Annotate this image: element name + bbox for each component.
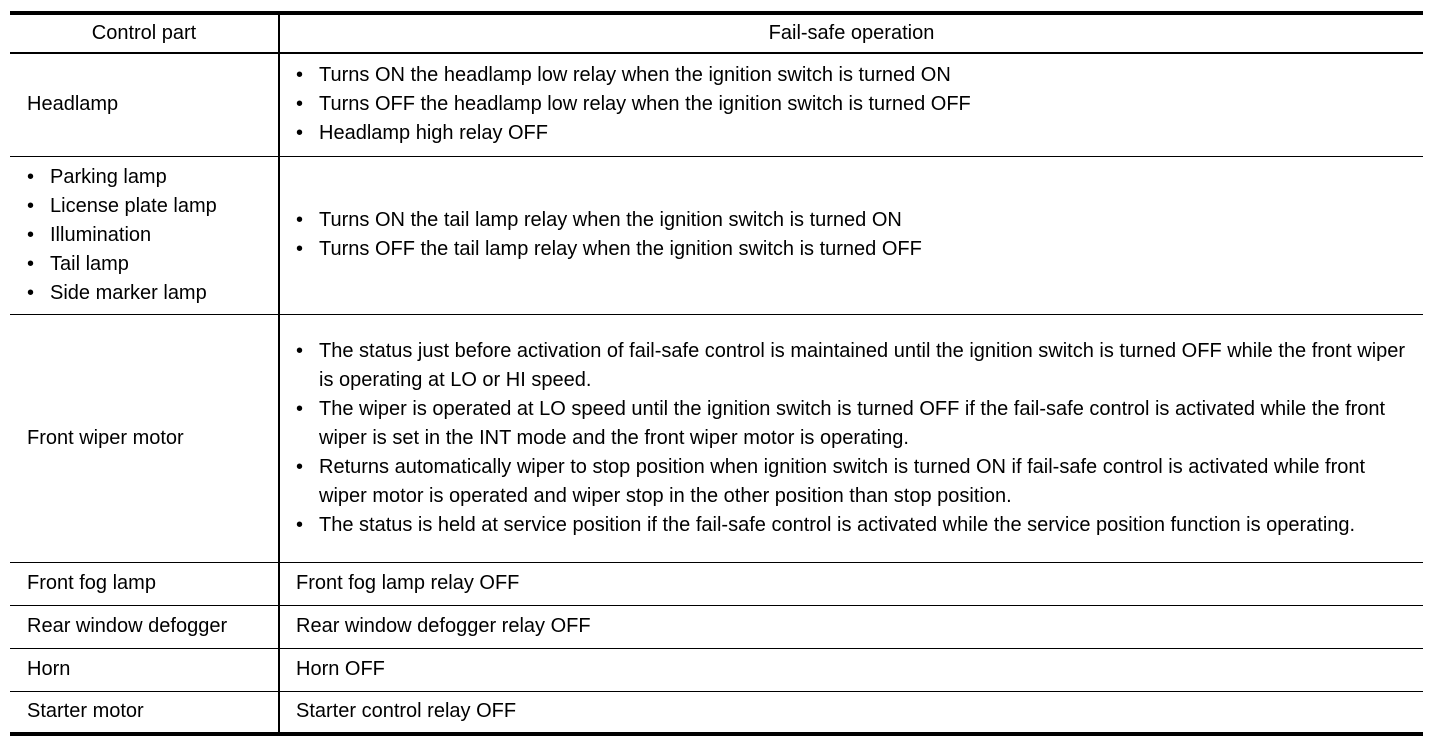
list-item: • Parking lamp bbox=[27, 163, 272, 192]
operation-cell bbox=[279, 53, 1423, 156]
control-part-cell: Headlamp bbox=[10, 53, 279, 156]
control-part-cell: Rear window defogger bbox=[10, 605, 279, 648]
header-control-part: Control part bbox=[10, 13, 279, 53]
header-fail-safe-operation: Fail-safe operation bbox=[279, 13, 1423, 53]
table-row bbox=[10, 605, 1423, 648]
operation-cell: Starter control relay OFF bbox=[279, 691, 1423, 734]
table-row bbox=[10, 314, 1423, 562]
control-part-cell bbox=[10, 156, 279, 314]
table-row bbox=[10, 53, 1423, 156]
table-row bbox=[10, 156, 1423, 314]
list-item: • Turns ON the headlamp low relay when the ignition switch is turned ON bbox=[296, 61, 1415, 90]
list-item: • The status is held at service position if the fail-safe control is activated while the service position function is operating. bbox=[296, 511, 1415, 540]
control-part-cell: Starter motor bbox=[10, 691, 279, 734]
control-part-cell: Front fog lamp bbox=[10, 562, 279, 605]
operation-list bbox=[296, 61, 1415, 148]
list-item: • The wiper is operated at LO speed until the ignition switch is turned OFF if the fail-safe control is activated while the front wiper is set in the INT mode and the front wiper motor is operating. bbox=[296, 395, 1415, 453]
control-part-cell: Horn bbox=[10, 648, 279, 691]
operation-cell bbox=[279, 156, 1423, 314]
list-item: • Illumination bbox=[27, 221, 272, 250]
control-part-list bbox=[27, 163, 272, 308]
table-row bbox=[10, 562, 1423, 605]
list-item: • Headlamp high relay OFF bbox=[296, 119, 1415, 148]
operation-list bbox=[296, 337, 1415, 540]
operation-cell bbox=[279, 314, 1423, 562]
table-row bbox=[10, 648, 1423, 691]
list-item: • The status just before activation of fail-safe control is maintained until the ignition switch is turned OFF while the front wiper is operating at LO or HI speed. bbox=[296, 337, 1415, 395]
control-part-cell: Front wiper motor bbox=[10, 314, 279, 562]
list-item: • Returns automatically wiper to stop position when ignition switch is turned ON if fail-safe control is activated while front wiper motor is operated and wiper stop in the other position than stop position. bbox=[296, 453, 1415, 511]
list-item: • Turns OFF the headlamp low relay when the ignition switch is turned OFF bbox=[296, 90, 1415, 119]
operation-list bbox=[296, 206, 1415, 264]
list-item: • Turns ON the tail lamp relay when the ignition switch is turned ON bbox=[296, 206, 1415, 235]
table-row bbox=[10, 691, 1423, 734]
list-item: • Side marker lamp bbox=[27, 279, 272, 308]
operation-cell: Rear window defogger relay OFF bbox=[279, 605, 1423, 648]
table-header-row bbox=[10, 13, 1423, 53]
list-item: • Tail lamp bbox=[27, 250, 272, 279]
list-item: • License plate lamp bbox=[27, 192, 272, 221]
list-item: • Turns OFF the tail lamp relay when the ignition switch is turned OFF bbox=[296, 235, 1415, 264]
operation-cell: Horn OFF bbox=[279, 648, 1423, 691]
fail-safe-table bbox=[10, 11, 1423, 736]
operation-cell: Front fog lamp relay OFF bbox=[279, 562, 1423, 605]
